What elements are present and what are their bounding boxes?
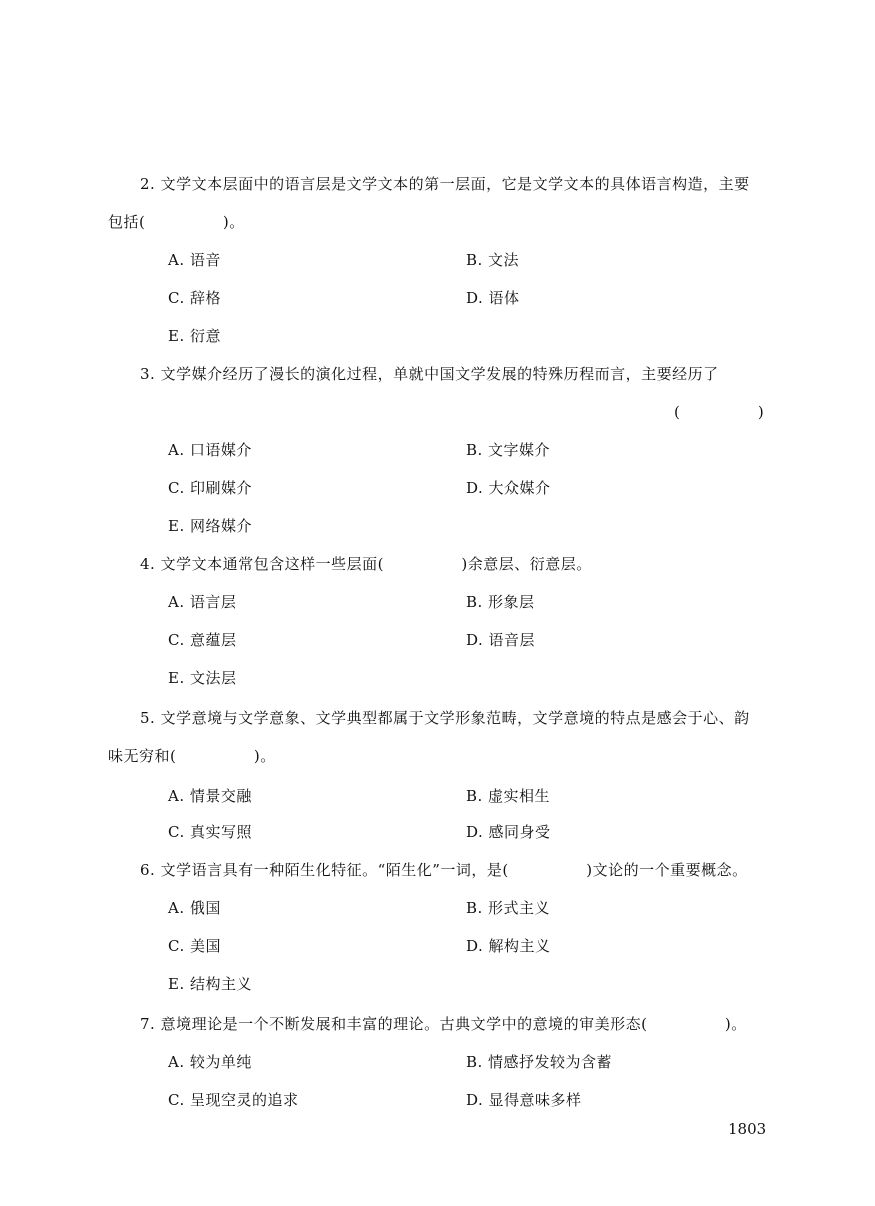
question-6-option-b: B. 形式主义 xyxy=(466,899,551,917)
question-3-answer-blank: ( ) xyxy=(674,403,765,421)
question-2-option-a: A. 语音 xyxy=(168,251,221,269)
question-5-option-a: A. 情景交融 xyxy=(168,787,252,805)
question-3-option-a: A. 口语媒介 xyxy=(168,441,252,459)
question-2-stem-cont: 包括( )。 xyxy=(108,213,245,231)
question-5-option-d: D. 感同身受 xyxy=(466,823,551,841)
question-2-option-b: B. 文法 xyxy=(466,251,520,269)
page-number: 1803 xyxy=(728,1120,767,1138)
question-5-stem-cont: 味无穷和( )。 xyxy=(108,747,276,765)
question-4-stem: 4. 文学文本通常包含这样一些层面( )余意层、衍意层。 xyxy=(140,555,592,573)
question-7-option-c: C. 呈现空灵的追求 xyxy=(168,1091,299,1109)
question-6-option-c: C. 美国 xyxy=(168,937,221,955)
question-5-stem: 5. 文学意境与文学意象、文学典型都属于文学形象范畴，文学意境的特点是感会于心、韵 xyxy=(140,709,750,727)
question-4-option-b: B. 形象层 xyxy=(466,593,535,611)
question-3-stem: 3. 文学媒介经历了漫长的演化过程，单就中国文学发展的特殊历程而言，主要经历了 xyxy=(140,365,719,383)
question-6-option-d: D. 解构主义 xyxy=(466,937,551,955)
question-6-option-a: A. 俄国 xyxy=(168,899,221,917)
question-4-option-c: C. 意蕴层 xyxy=(168,631,237,649)
question-4-option-d: D. 语音层 xyxy=(466,631,536,649)
question-7-option-b: B. 情感抒发较为含蓄 xyxy=(466,1053,613,1071)
question-2-stem: 2. 文学文本层面中的语言层是文学文本的第一层面，它是文学文本的具体语言构造，主要 xyxy=(140,175,750,193)
question-4-option-a: A. 语言层 xyxy=(168,593,237,611)
question-2-option-c: C. 辞格 xyxy=(168,289,221,307)
question-7-option-d: D. 显得意味多样 xyxy=(466,1091,582,1109)
question-2-option-d: D. 语体 xyxy=(466,289,520,307)
question-7-option-a: A. 较为单纯 xyxy=(168,1053,252,1071)
question-3-option-d: D. 大众媒介 xyxy=(466,479,551,497)
question-6-stem: 6. 文学语言具有一种陌生化特征。“陌生化”一词，是( )文论的一个重要概念。 xyxy=(140,861,748,879)
question-2-option-e: E. 衍意 xyxy=(168,327,221,345)
question-5-option-c: C. 真实写照 xyxy=(168,823,252,841)
question-3-option-b: B. 文字媒介 xyxy=(466,441,551,459)
question-7-stem: 7. 意境理论是一个不断发展和丰富的理论。古典文学中的意境的审美形态( )。 xyxy=(140,1015,747,1033)
question-6-option-e: E. 结构主义 xyxy=(168,975,252,993)
question-3-option-e: E. 网络媒介 xyxy=(168,517,252,535)
question-4-option-e: E. 文法层 xyxy=(168,669,237,687)
question-5-option-b: B. 虚实相生 xyxy=(466,787,551,805)
question-3-option-c: C. 印刷媒介 xyxy=(168,479,252,497)
